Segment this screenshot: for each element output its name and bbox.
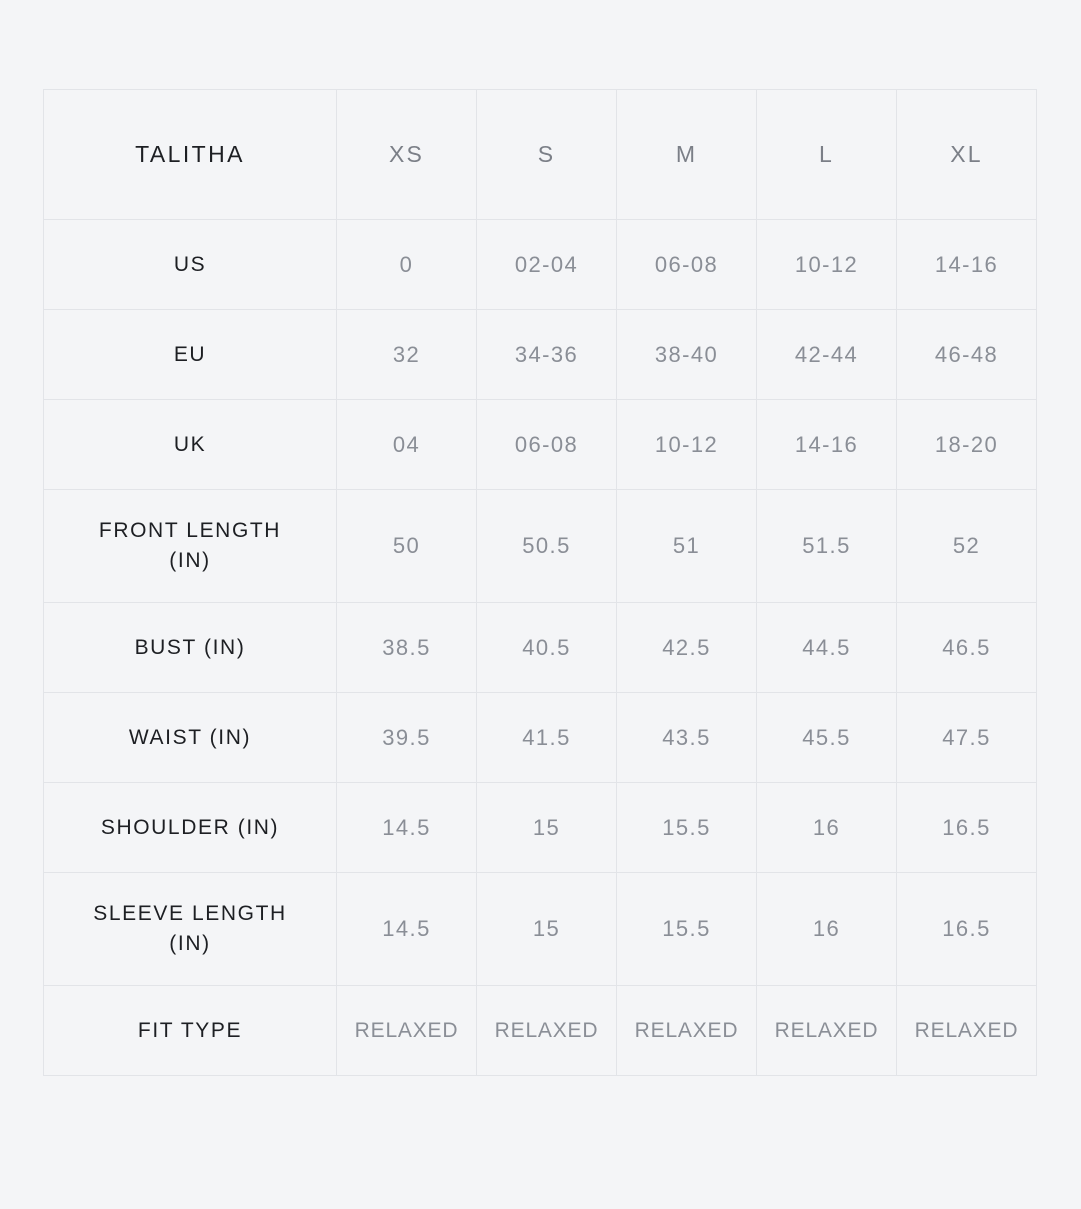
cell-eu-xs: 32 <box>337 310 477 400</box>
size-column-header-m: M <box>617 90 757 220</box>
cell-shoulder-m: 15.5 <box>617 783 757 873</box>
row-label-text: BUST (IN) <box>134 635 246 659</box>
table-header-row <box>44 90 1037 220</box>
table-body <box>44 90 1037 1076</box>
cell-waist-xs: 39.5 <box>337 693 477 783</box>
cell-us-m: 06-08 <box>617 220 757 310</box>
row-label-us <box>44 220 337 310</box>
cell-sleeve-length-m: 15.5 <box>617 873 757 986</box>
cell-uk-xs: 04 <box>337 400 477 490</box>
row-label-text: WAIST (IN) <box>128 725 252 749</box>
row-label-text: UK <box>173 432 207 456</box>
cell-front-length-s: 50.5 <box>477 490 617 603</box>
row-label-text: FIT TYPE <box>137 1018 243 1042</box>
table-row <box>44 693 1037 783</box>
row-label-unit: (IN) <box>169 932 211 955</box>
cell-eu-xl: 46-48 <box>897 310 1037 400</box>
cell-fit-type-m: RELAXED <box>617 986 757 1076</box>
size-column-header-xs: XS <box>337 90 477 220</box>
row-label-eu <box>44 310 337 400</box>
brand-name-cell: TALITHA <box>44 90 337 220</box>
cell-shoulder-s: 15 <box>477 783 617 873</box>
cell-uk-s: 06-08 <box>477 400 617 490</box>
cell-eu-l: 42-44 <box>757 310 897 400</box>
cell-sleeve-length-xl: 16.5 <box>897 873 1037 986</box>
cell-sleeve-length-l: 16 <box>757 873 897 986</box>
row-label-text: FRONT LENGTH <box>98 519 282 542</box>
cell-us-s: 02-04 <box>477 220 617 310</box>
cell-fit-type-xs: RELAXED <box>337 986 477 1076</box>
cell-us-xs: 0 <box>337 220 477 310</box>
row-label-fit-type <box>44 986 337 1076</box>
cell-eu-m: 38-40 <box>617 310 757 400</box>
table-row <box>44 873 1037 986</box>
table-row <box>44 783 1037 873</box>
table-row <box>44 220 1037 310</box>
table-row <box>44 490 1037 603</box>
cell-front-length-m: 51 <box>617 490 757 603</box>
row-label-bust <box>44 603 337 693</box>
size-column-header-xl: XL <box>897 90 1037 220</box>
cell-uk-l: 14-16 <box>757 400 897 490</box>
table-row <box>44 986 1037 1076</box>
row-label-front-length <box>44 490 337 603</box>
row-label-sleeve-length <box>44 873 337 986</box>
cell-waist-l: 45.5 <box>757 693 897 783</box>
cell-bust-xl: 46.5 <box>897 603 1037 693</box>
cell-uk-m: 10-12 <box>617 400 757 490</box>
row-label-text: EU <box>173 342 207 366</box>
cell-front-length-xl: 52 <box>897 490 1037 603</box>
cell-waist-xl: 47.5 <box>897 693 1037 783</box>
row-label-unit: (IN) <box>169 549 211 572</box>
cell-bust-xs: 38.5 <box>337 603 477 693</box>
row-label-uk <box>44 400 337 490</box>
cell-bust-l: 44.5 <box>757 603 897 693</box>
cell-shoulder-l: 16 <box>757 783 897 873</box>
cell-waist-m: 43.5 <box>617 693 757 783</box>
cell-eu-s: 34-36 <box>477 310 617 400</box>
size-chart-table <box>43 89 1037 1076</box>
size-column-header-s: S <box>477 90 617 220</box>
cell-shoulder-xs: 14.5 <box>337 783 477 873</box>
size-column-header-l: L <box>757 90 897 220</box>
table-row <box>44 400 1037 490</box>
cell-fit-type-xl: RELAXED <box>897 986 1037 1076</box>
cell-bust-s: 40.5 <box>477 603 617 693</box>
cell-bust-m: 42.5 <box>617 603 757 693</box>
size-chart-container <box>43 89 1036 1076</box>
row-label-text: SHOULDER (IN) <box>100 815 280 839</box>
cell-sleeve-length-s: 15 <box>477 873 617 986</box>
table-row <box>44 310 1037 400</box>
cell-sleeve-length-xs: 14.5 <box>337 873 477 986</box>
cell-fit-type-l: RELAXED <box>757 986 897 1076</box>
table-row <box>44 603 1037 693</box>
row-label-text: US <box>173 252 207 276</box>
row-label-text: SLEEVE LENGTH <box>93 902 287 925</box>
cell-uk-xl: 18-20 <box>897 400 1037 490</box>
cell-us-xl: 14-16 <box>897 220 1037 310</box>
cell-front-length-xs: 50 <box>337 490 477 603</box>
row-label-shoulder <box>44 783 337 873</box>
cell-waist-s: 41.5 <box>477 693 617 783</box>
cell-us-l: 10-12 <box>757 220 897 310</box>
row-label-waist <box>44 693 337 783</box>
cell-front-length-l: 51.5 <box>757 490 897 603</box>
cell-shoulder-xl: 16.5 <box>897 783 1037 873</box>
cell-fit-type-s: RELAXED <box>477 986 617 1076</box>
